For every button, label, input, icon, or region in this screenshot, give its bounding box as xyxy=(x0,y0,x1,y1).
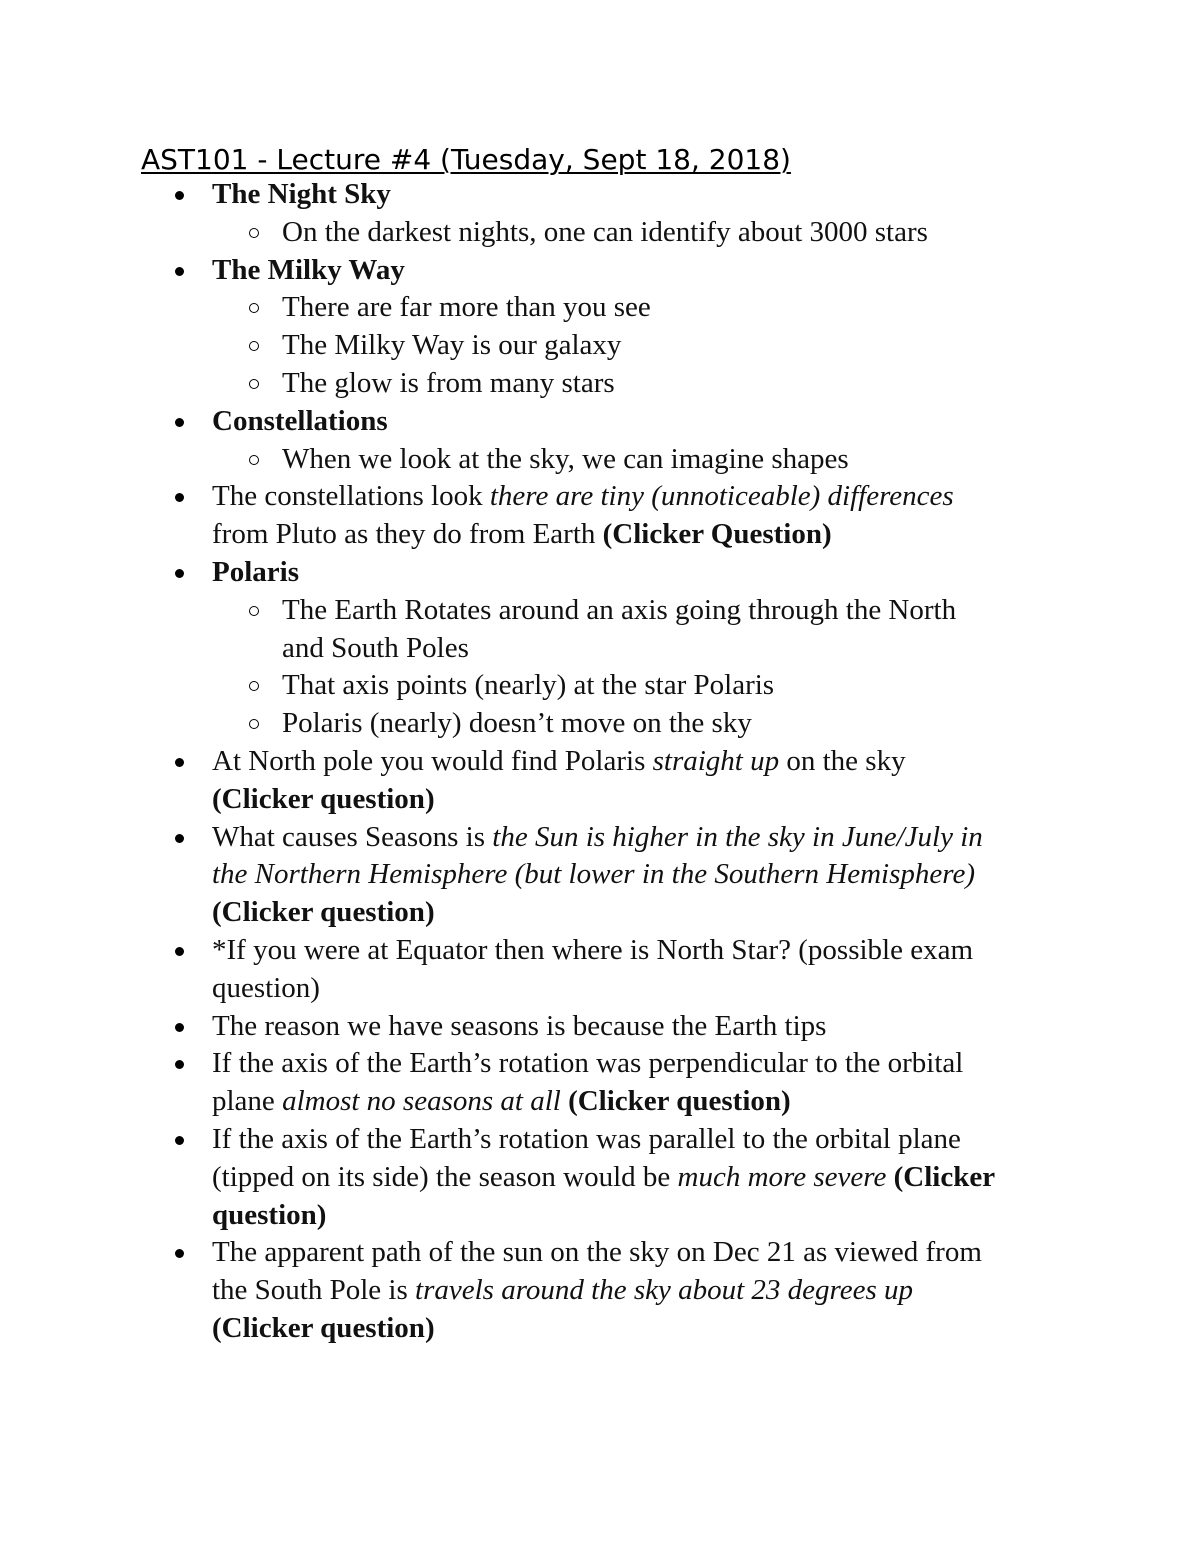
bullet-icon xyxy=(175,1023,184,1032)
sub-list-item xyxy=(0,441,1200,479)
bullet-icon xyxy=(175,493,184,502)
sub-list-item xyxy=(0,705,1200,743)
list-item xyxy=(0,478,1200,516)
list-item xyxy=(0,403,1200,441)
text-run: almost no seasons at all xyxy=(282,1085,561,1118)
text-run: plane xyxy=(212,1085,283,1118)
list-item xyxy=(0,1197,1200,1235)
sub-list-item xyxy=(0,592,1200,630)
sub-list-item xyxy=(0,214,1200,252)
list-item xyxy=(0,819,1200,857)
text-run: travels around the sky about 23 degrees up xyxy=(415,1274,914,1307)
list-item xyxy=(0,516,1200,554)
bullet-icon xyxy=(175,191,184,200)
bullet-icon xyxy=(175,834,184,843)
text-run: question) xyxy=(212,1198,327,1231)
bullet-icon xyxy=(175,418,184,427)
text-run: The Milky Way xyxy=(212,253,405,286)
bullet-icon xyxy=(175,758,184,767)
circle-bullet-icon xyxy=(249,379,259,389)
text-run: (Clicker question) xyxy=(212,782,435,815)
text-run: If the axis of the Earth’s rotation was perpendicular to the orbital xyxy=(212,1047,964,1080)
list-item xyxy=(0,1008,1200,1046)
text-run: The constellations look xyxy=(212,480,490,513)
list-item xyxy=(0,1121,1200,1159)
list-item xyxy=(0,932,1200,970)
list-item xyxy=(0,176,1200,214)
text-run: question) xyxy=(212,971,320,1004)
text-run: When we look at the sky, we can imagine shapes xyxy=(282,442,849,475)
text-run: What causes Seasons is xyxy=(212,820,493,853)
bullet-icon xyxy=(175,1136,184,1145)
list-item xyxy=(0,1159,1200,1197)
text-run: On the darkest nights, one can identify about 3000 stars xyxy=(282,215,928,248)
circle-bullet-icon xyxy=(249,228,259,238)
circle-bullet-icon xyxy=(249,341,259,351)
text-run: (Clicker Question) xyxy=(602,518,832,551)
list-item xyxy=(0,554,1200,592)
text-run: (Clicker question) xyxy=(212,1311,435,1344)
text-run: the Northern Hemisphere (but lower in the Southern Hemisphere) xyxy=(212,858,976,891)
text-run: there are tiny (unnoticeable) differences xyxy=(489,480,954,513)
list-item xyxy=(0,970,1200,1008)
list-item xyxy=(0,894,1200,932)
list-item xyxy=(0,743,1200,781)
text-run: on the sky xyxy=(779,744,906,777)
text-run: and South Poles xyxy=(282,631,469,664)
text-run: At North pole you would find Polaris xyxy=(212,744,653,777)
list-item xyxy=(0,1234,1200,1272)
bullet-icon xyxy=(175,1249,184,1258)
page-title: AST101 - Lecture #4 (Tuesday, Sept 18, 2018) xyxy=(141,143,791,176)
text-run: from Pluto as they do from Earth xyxy=(212,518,603,551)
text-run: The Night Sky xyxy=(212,178,391,210)
text-run xyxy=(886,1161,893,1193)
sub-list-item xyxy=(0,289,1200,327)
text-run xyxy=(561,1085,568,1117)
bullet-icon xyxy=(175,947,184,956)
text-run: The glow is from many stars xyxy=(282,366,615,399)
circle-bullet-icon xyxy=(249,719,259,729)
circle-bullet-icon xyxy=(249,455,259,465)
text-run: the South Pole is xyxy=(212,1274,416,1307)
circle-bullet-icon xyxy=(249,303,259,313)
text-run: straight up xyxy=(652,744,780,777)
list-item xyxy=(0,856,1200,894)
lecture-notes-list xyxy=(0,176,1200,1348)
circle-bullet-icon xyxy=(249,606,259,616)
text-run: Polaris xyxy=(212,555,299,588)
sub-list-item xyxy=(0,667,1200,705)
text-run: (Clicker question) xyxy=(568,1085,791,1118)
text-run: Polaris (nearly) doesn’t move on the sky xyxy=(282,707,752,740)
list-item xyxy=(0,252,1200,290)
text-run: That axis points (nearly) at the star Polaris xyxy=(282,669,775,702)
text-run: the Sun is higher in the sky in June/July in xyxy=(492,820,983,853)
text-run: There are far more than you see xyxy=(282,291,651,324)
circle-bullet-icon xyxy=(249,681,259,691)
bullet-icon xyxy=(175,1060,184,1069)
text-run: The Earth Rotates around an axis going through the North xyxy=(282,593,957,626)
text-run: If the axis of the Earth’s rotation was parallel to the orbital plane xyxy=(212,1122,961,1155)
list-item xyxy=(0,781,1200,819)
list-item xyxy=(0,1310,1200,1348)
bullet-icon xyxy=(175,569,184,578)
text-run: much more severe xyxy=(677,1160,887,1193)
bullet-icon xyxy=(175,267,184,276)
text-run: Constellations xyxy=(212,404,388,437)
text-run: The reason we have seasons is because the Earth tips xyxy=(212,1009,827,1042)
text-run: (Clicker xyxy=(893,1160,996,1193)
list-item xyxy=(0,1083,1200,1121)
sub-list-item xyxy=(0,365,1200,403)
sub-list-item xyxy=(0,630,1200,668)
text-run: (tipped on its side) the season would be xyxy=(212,1160,678,1193)
text-run: The Milky Way is our galaxy xyxy=(282,329,622,362)
sub-list-item xyxy=(0,327,1200,365)
text-run: (Clicker question) xyxy=(212,896,435,929)
list-item xyxy=(0,1045,1200,1083)
text-run: *If you were at Equator then where is North Star? (possible exam xyxy=(212,933,974,966)
list-item xyxy=(0,1272,1200,1310)
text-run: The apparent path of the sun on the sky on Dec 21 as viewed from xyxy=(212,1236,982,1269)
